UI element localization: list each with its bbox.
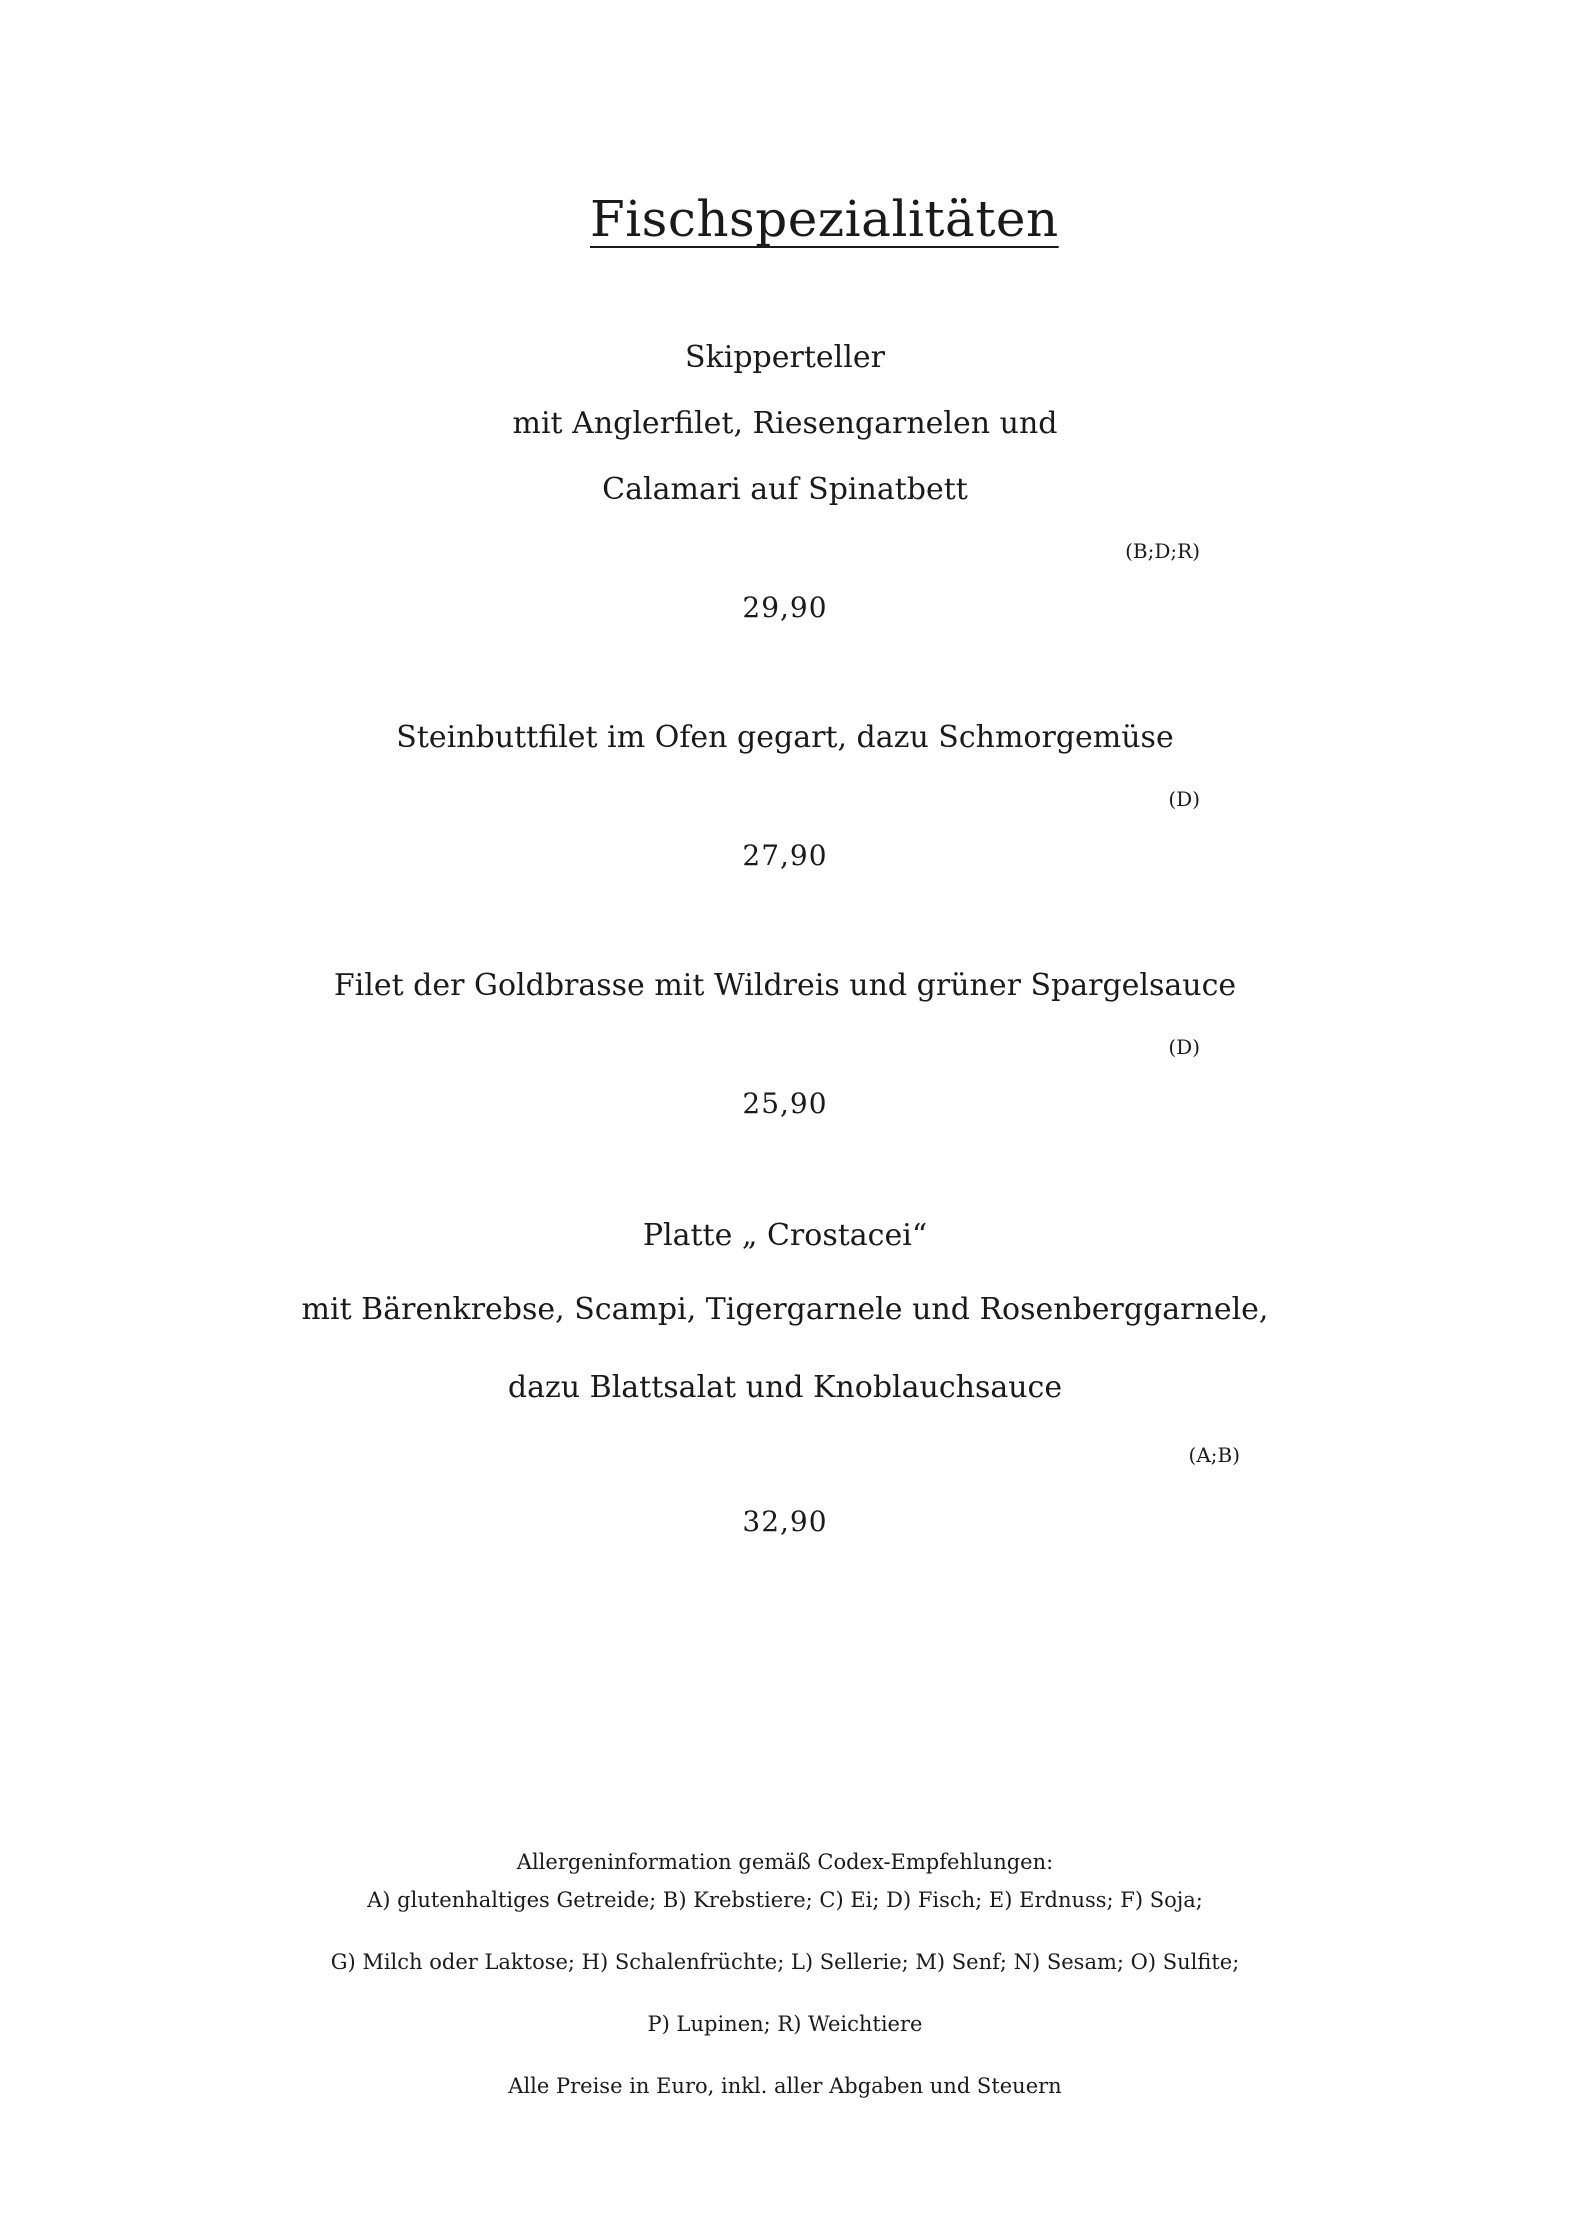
dish-name: Skipperteller <box>685 340 885 375</box>
dish-description: Calamari auf Spinatbett <box>602 472 968 507</box>
allergen-code: (A;B) <box>1188 1443 1240 1467</box>
allergen-list-line: G) Milch oder Laktose; H) Schalenfrüchte; L) Sellerie; M) Senf; N) Sesam; O) Sulfite; <box>330 1950 1240 1974</box>
dish-price: 32,90 <box>742 1505 828 1538</box>
dish-price: 29,90 <box>742 591 828 624</box>
dish-name: Filet der Goldbrasse mit Wildreis und grüner Spargelsauce <box>333 968 1237 1003</box>
allergen-list-line: A) glutenhaltiges Getreide; B) Krebstiere; C) Ei; D) Fisch; E) Erdnuss; F) Soja; <box>367 1888 1203 1912</box>
dish-description: mit Anglerfilet, Riesengarnelen und <box>512 406 1058 441</box>
allergen-code: (D) <box>1168 1035 1200 1059</box>
dish-price: 25,90 <box>742 1087 828 1120</box>
dish-name: Steinbuttfilet im Ofen gegart, dazu Schmorgemüse <box>396 720 1174 755</box>
allergen-heading: Allergeninformation gemäß Codex-Empfehlungen: <box>516 1850 1054 1874</box>
dish-price: 27,90 <box>742 839 828 872</box>
dish-description: dazu Blattsalat und Knoblauchsauce <box>507 1370 1063 1405</box>
page-title: Fischspezialitäten <box>590 190 1059 248</box>
price-note: Alle Preise in Euro, inkl. aller Abgaben und Steuern <box>508 2074 1062 2098</box>
dish-description: mit Bärenkrebse, Scampi, Tigergarnele und Rosenberggarnele, <box>301 1292 1269 1327</box>
dish-name: Platte „ Crostacei“ <box>642 1218 928 1253</box>
allergen-code: (B;D;R) <box>1125 539 1200 563</box>
allergen-list-line: P) Lupinen; R) Weichtiere <box>647 2012 923 2036</box>
allergen-code: (D) <box>1168 787 1200 811</box>
